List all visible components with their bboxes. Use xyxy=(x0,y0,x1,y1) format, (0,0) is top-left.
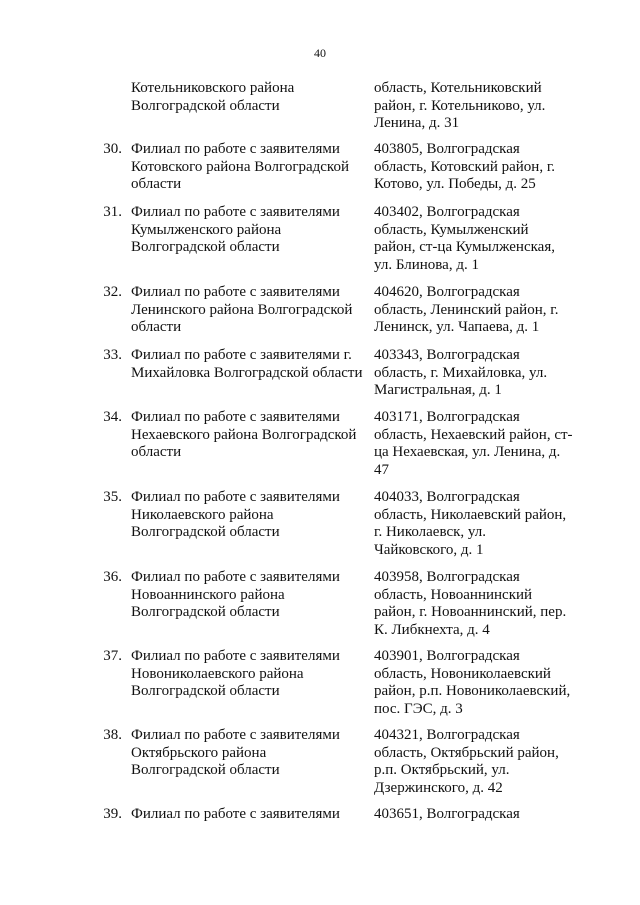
address-line: область, Кумылженский xyxy=(374,221,529,238)
address-line: 403651, Волгоградская xyxy=(374,806,520,822)
branch-name-line: Филиал по работе с заявителями xyxy=(131,409,340,425)
address-line: область, Новониколаевский xyxy=(374,665,551,682)
branch-name-line: Филиал по работе с заявителями xyxy=(131,569,340,585)
branch-address xyxy=(374,204,584,274)
address-line: 403402, Волгоградская xyxy=(374,204,520,220)
address-line: 404620, Волгоградская xyxy=(374,284,520,300)
branch-address xyxy=(374,141,584,194)
address-line: 404321, Волгоградская xyxy=(374,727,520,743)
address-line: Ленина, д. 31 xyxy=(374,115,460,131)
page-number: 40 xyxy=(314,46,326,60)
address-line: 403805, Волгоградская xyxy=(374,141,520,157)
branch-address xyxy=(374,80,584,133)
row-number: 36. xyxy=(103,569,122,585)
branch-name xyxy=(131,806,371,824)
address-line: область, г. Михайловка, ул. xyxy=(374,364,548,381)
branch-name-line: Филиал по работе с заявителями xyxy=(131,284,340,300)
branch-address xyxy=(374,409,584,479)
address-line: пос. ГЭС, д. 3 xyxy=(374,700,463,717)
address-line: область, Октябрьский район, xyxy=(374,744,559,761)
address-line: К. Либкнехта, д. 4 xyxy=(374,621,490,638)
address-line: Чайковского, д. 1 xyxy=(374,541,484,558)
branch-address xyxy=(374,284,584,337)
branch-name-line: области xyxy=(131,444,182,460)
branch-address xyxy=(374,489,584,559)
address-line: район, г. Котельниково, ул. xyxy=(374,97,546,114)
branch-name-line: Ленинского района Волгоградской xyxy=(131,301,353,318)
branch-name xyxy=(131,409,371,462)
branch-name-line: Филиал по работе с заявителями г. xyxy=(131,347,352,363)
address-line: область, Котовский район, г. xyxy=(374,158,556,175)
address-line: Ленинск, ул. Чапаева, д. 1 xyxy=(374,319,540,335)
branch-address xyxy=(374,806,584,824)
branch-name-line: Волгоградской области xyxy=(131,604,280,620)
address-line: область, Новоаннинский xyxy=(374,586,533,603)
branch-name-line: области xyxy=(131,176,182,192)
branch-name-line: Котельниковского района xyxy=(131,80,295,96)
branch-name-line: Филиал по работе с заявителями xyxy=(131,806,340,822)
branch-name xyxy=(131,347,371,382)
address-line: 403343, Волгоградская xyxy=(374,347,520,363)
address-line: область, Николаевский район, xyxy=(374,506,567,523)
branch-name-line: Филиал по работе с заявителями xyxy=(131,489,340,505)
branch-name xyxy=(131,284,371,337)
row-number: 32. xyxy=(103,284,122,300)
branch-name-line: Октябрьского района xyxy=(131,744,267,761)
address-line: 404033, Волгоградская xyxy=(374,489,520,505)
branch-name-line: Новоаннинского района xyxy=(131,586,285,603)
branch-name-line: Волгоградской области xyxy=(131,97,280,114)
branch-name-line: Михайловка Волгоградской области xyxy=(131,364,363,381)
branch-name-line: Волгоградской области xyxy=(131,239,280,255)
address-line: 403171, Волгоградская xyxy=(374,409,520,425)
branch-name-line: Филиал по работе с заявителями xyxy=(131,141,340,157)
branch-name xyxy=(131,648,371,701)
branch-name xyxy=(131,141,371,194)
address-line: ул. Блинова, д. 1 xyxy=(374,256,479,273)
branch-address xyxy=(374,569,584,639)
row-number: 38. xyxy=(103,727,122,743)
branch-address xyxy=(374,347,584,400)
branch-address xyxy=(374,727,584,797)
address-line: г. Николаевск, ул. xyxy=(374,524,486,540)
address-line: область, Котельниковский xyxy=(374,80,542,96)
row-number: 35. xyxy=(103,489,122,505)
branch-name-line: Кумылженского района xyxy=(131,221,282,238)
branch-name-line: Филиал по работе с заявителями xyxy=(131,648,340,664)
row-number: 33. xyxy=(103,347,122,363)
address-line: 403958, Волгоградская xyxy=(374,569,520,585)
address-line: р.п. Октябрьский, ул. xyxy=(374,762,510,778)
address-line: район, ст-ца Кумылженская, xyxy=(374,239,555,255)
branch-name-line: Волгоградской области xyxy=(131,762,280,778)
branch-name-line: Филиал по работе с заявителями xyxy=(131,727,340,743)
branch-name-line: Николаевского района xyxy=(131,506,274,523)
branch-name-line: Новониколаевского района xyxy=(131,665,304,682)
address-line: область, Нехаевский район, ст- xyxy=(374,426,573,443)
address-line: Магистральная, д. 1 xyxy=(374,382,502,398)
branch-name-line: Филиал по работе с заявителями xyxy=(131,204,340,220)
branch-name-line: Котовского района Волгоградской xyxy=(131,158,349,175)
address-line: район, г. Новоаннинский, пер. xyxy=(374,604,567,620)
address-line: Котово, ул. Победы, д. 25 xyxy=(374,176,536,192)
address-line: ца Нехаевская, ул. Ленина, д. xyxy=(374,444,561,460)
branch-name-line: области xyxy=(131,319,182,335)
row-number: 37. xyxy=(103,648,122,664)
branch-name-line: Нехаевского района Волгоградской xyxy=(131,426,357,443)
address-line: район, р.п. Новониколаевский, xyxy=(374,683,571,699)
row-number: 39. xyxy=(103,806,122,822)
branch-address xyxy=(374,648,584,718)
address-line: Дзержинского, д. 42 xyxy=(374,779,503,796)
branch-name xyxy=(131,204,371,257)
branch-name-line: Волгоградской области xyxy=(131,683,280,699)
branch-name-line: Волгоградской области xyxy=(131,524,280,540)
row-number: 31. xyxy=(103,204,122,220)
branch-name xyxy=(131,569,371,622)
address-line: 47 xyxy=(374,461,389,478)
address-line: область, Ленинский район, г. xyxy=(374,301,559,318)
address-line: 403901, Волгоградская xyxy=(374,648,520,664)
row-number: 30. xyxy=(103,141,122,157)
branch-name xyxy=(131,727,371,780)
branch-name xyxy=(131,489,371,542)
row-number: 34. xyxy=(103,409,122,425)
branch-name xyxy=(131,80,371,115)
